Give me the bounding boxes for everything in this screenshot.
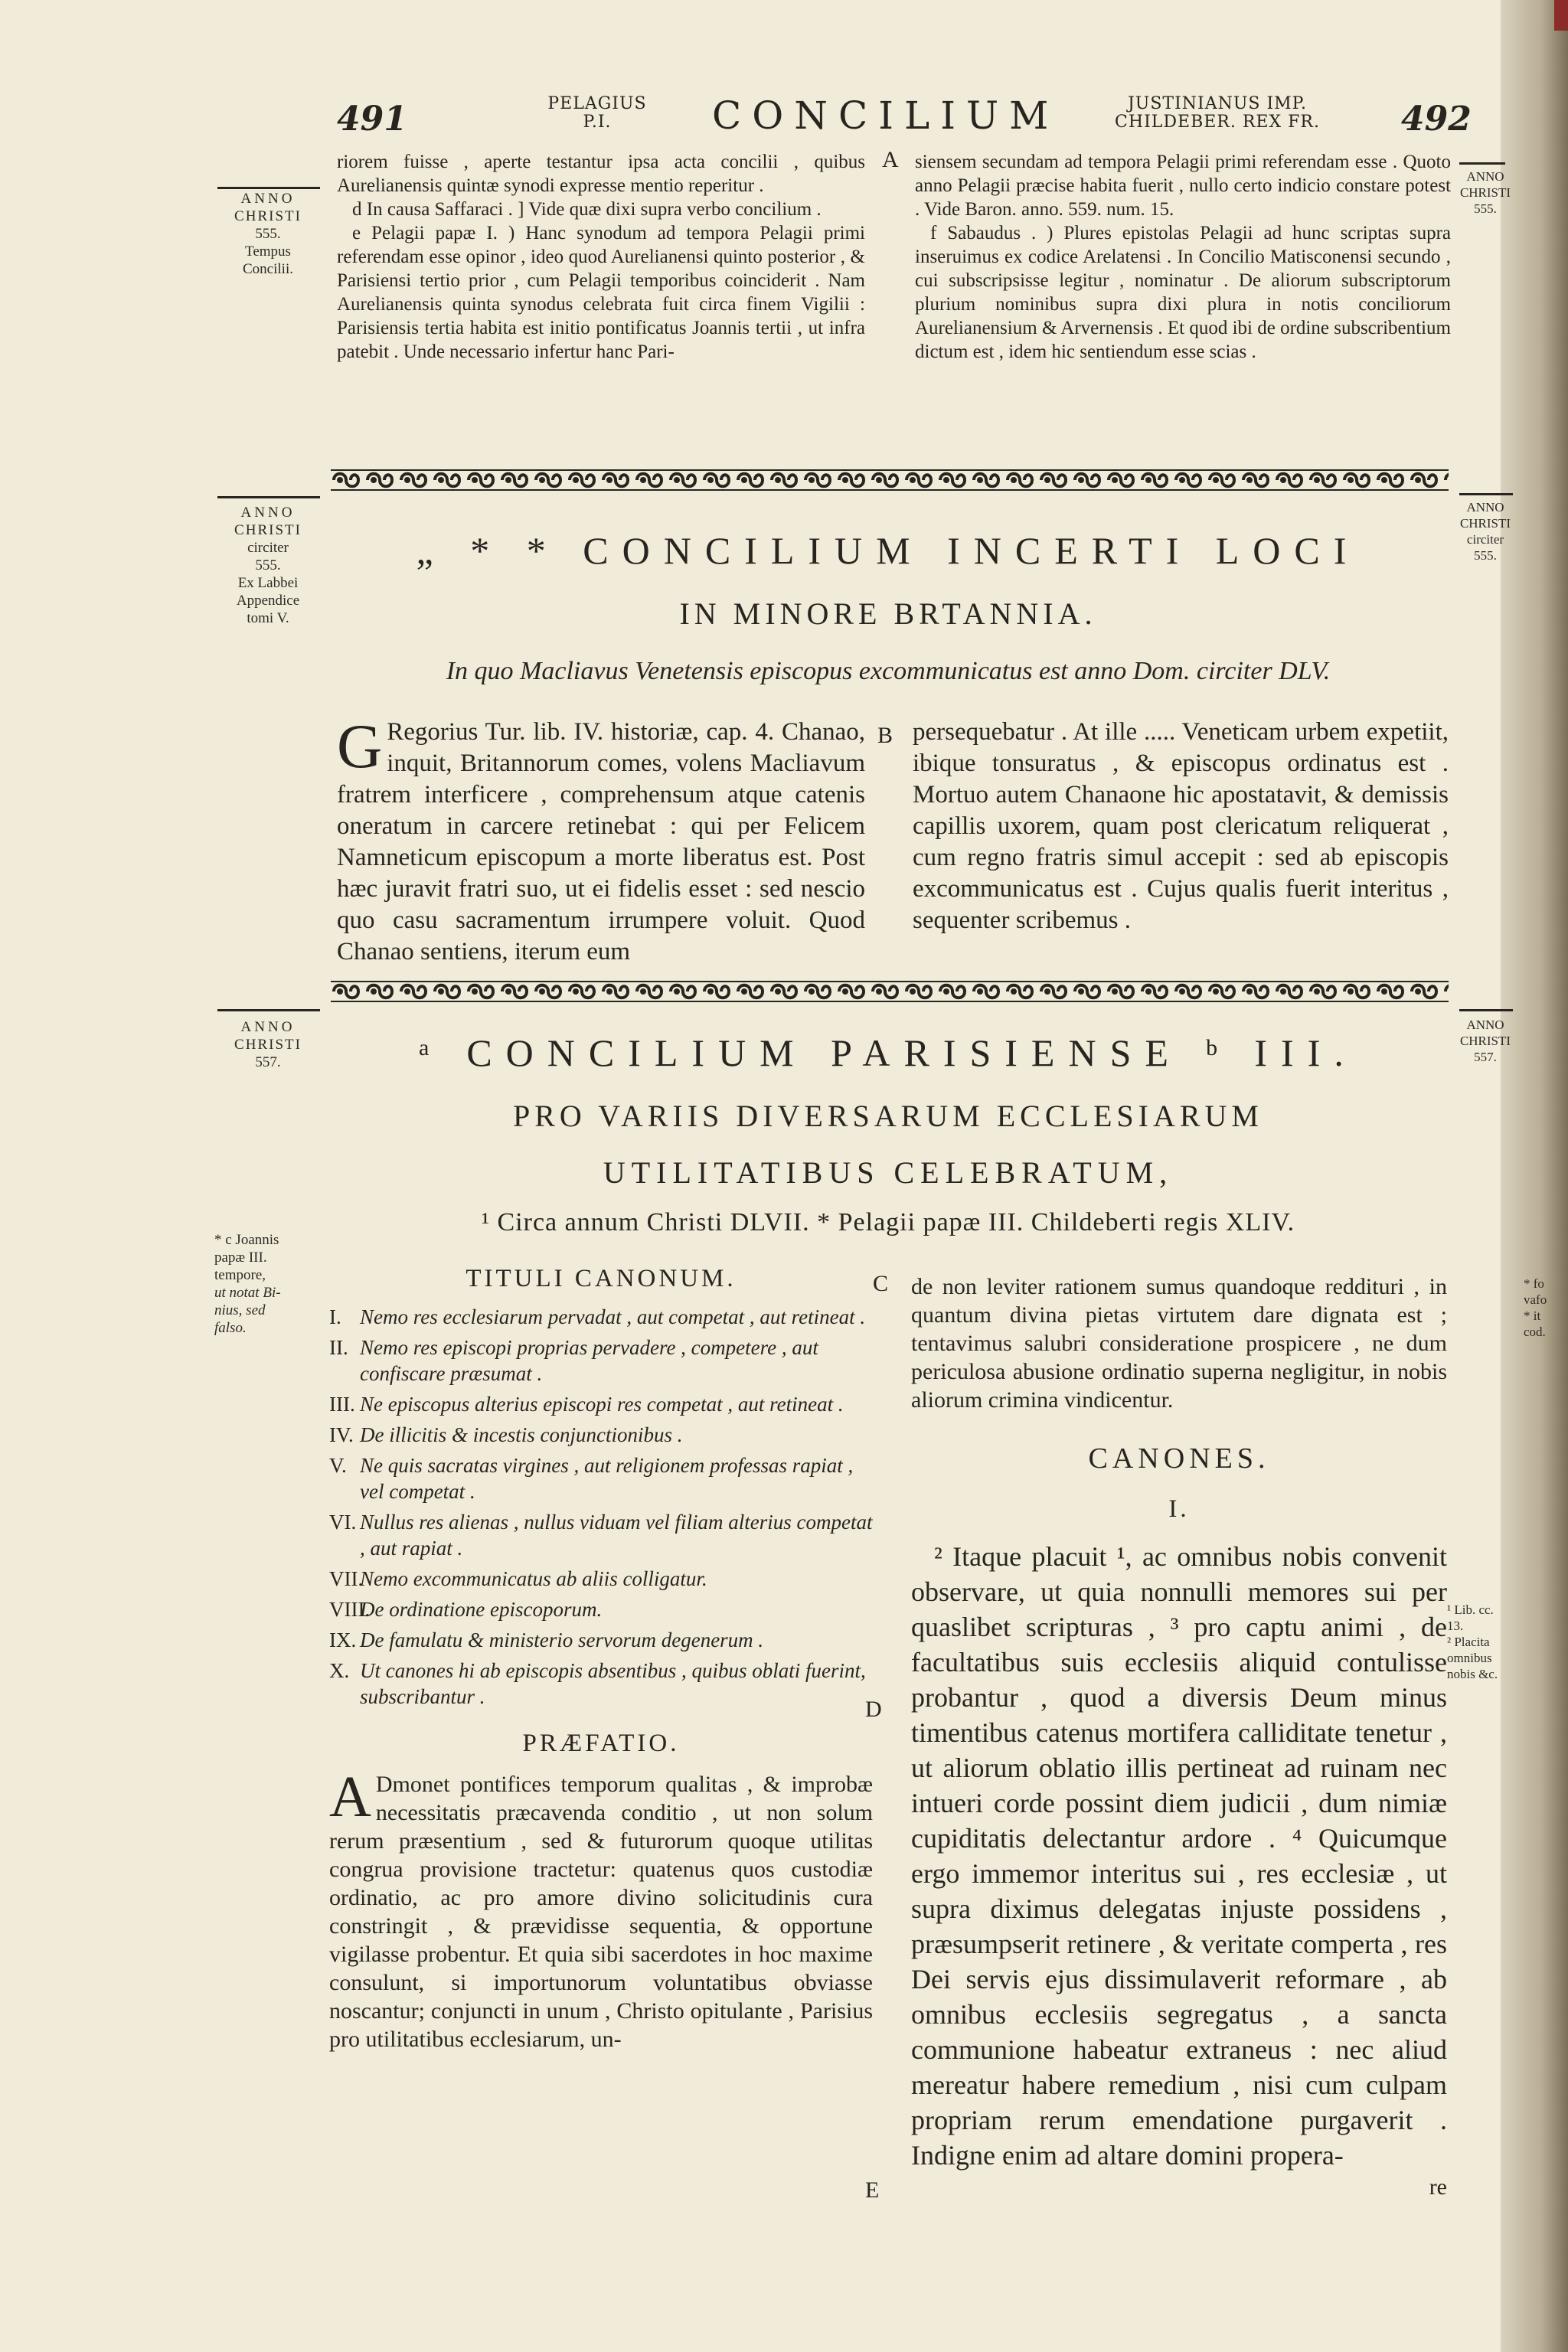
margin-rule-right [1459,493,1513,495]
dropcap-a: A [329,1765,371,1829]
note-paragraph: riorem fuisse , aperte testantur ipsa acta concilii , quibus Aurelianensis quintæ synodi expresse mentio reperitur . [337,152,865,196]
section-subtitle-1: PRO VARIIS DIVERSARUM ECCLESIARUM [513,1099,1263,1133]
toc-item [329,1334,873,1387]
margin-note-anno-555: ANNO CHRISTI 555. Tempus Concilii. [234,191,302,277]
margin-note-right-557: ANNO CHRISTI 557. [1459,1018,1511,1064]
toc-list [329,1304,873,1710]
running-head-right: JUSTINIANUS IMP. CHILDEBER. REX FR. [1115,94,1320,132]
section-title-parisiense: ᵃ CONCILIUM PARISIENSE ᵇ III. [419,1031,1357,1074]
toc-item [329,1509,873,1561]
margin-rule-right [1459,162,1505,165]
toc-item-text: Nemo res episcopi proprias pervadere , competere , aut confiscare præsumat . [360,1336,818,1385]
toc-heading: TITULI CANONUM. [466,1265,737,1292]
page-number-left: 491 [337,100,407,139]
page-edge-shadow [1501,0,1568,2352]
margin-rule [217,1009,320,1011]
section-summary: In quo Macliavus Venetensis episcopus excommunicatus est anno Dom. circiter DLV. [446,657,1331,685]
running-head-left: PELAGIUS P.I. [547,94,647,132]
canon-number: I. [1168,1495,1190,1523]
section-subtitle-britannia: IN MINORE BRTANNIA. [679,596,1097,631]
ornamental-band [331,978,1449,1004]
column-letter-d: D [865,1697,882,1722]
margin-note-anno-557: ANNO CHRISTI 557. [234,1019,302,1070]
margin-note-right-circiter: ANNO CHRISTI circiter 555. [1459,500,1511,563]
margin-note-right-variant: * fo vafo * it cod. [1524,1276,1547,1339]
toc-item-text: De famulatu & ministerio servorum degenerum . [360,1628,764,1651]
toc-item [329,1452,873,1504]
margin-rule [217,187,320,189]
section1-right-text: persequebatur . At ille ..... Veneticam urbem expetiit, ibique tonsuratus , & episcopus ordinatus est . Mortuo autem Chanaone hic apostatavit, & demissis capillis uxorem, quam post clericatum reliquerat , cum regno fratris simul accepit : sed ab episcopis excommunicatus est . Cujus qualis fuerit interitus , sequenter scribemus . [913,718,1449,934]
canones-heading: CANONES. [1088,1442,1270,1475]
ornament-pattern [331,978,1449,1004]
toc-item-text: Ne quis sacratas virgines , aut religionem professas rapiat , vel competat . [360,1454,854,1503]
note-paragraph: siensem secundam ad tempora Pelagii primi referendam esse . Quoto anno Pelagii præcise habita fuerit , nullo certo indicio constare potest . Vide Baron. anno. 559. num. 15. [915,152,1451,220]
dropcap-g: G [337,711,383,781]
note-paragraph: f Sabaudus . ) Plures epistolas Pelagii ad hunc scriptas supra inseruimus ex codice Arelatensi . In Concilio Matisconensi secundo , cui subscripsisse legitur , nominatur . De aliorum subscriptorum plurium nominibus supra dixi plura in notis conciliorum Aurelianensium & Arvernensis . Et quod ibi de ordine subscribentium dictum est , idem hic sentiendum esse scias . [915,223,1451,362]
toc-item-text: Nemo excommunicatus ab aliis colligatur. [360,1567,707,1590]
toc-item-text: Ut canones hi ab episcopis absentibus , quibus oblati fuerint, subscribantur . [360,1659,866,1708]
column-letter-e: E [865,2177,880,2203]
section-title-incerti-loci: „ * * CONCILIUM INCERTI LOCI [416,529,1361,572]
margin-note-right-555: ANNO CHRISTI 555. [1459,169,1511,216]
toc-item-text: Ne episcopus alterius episcopi res competat , aut retineat . [360,1393,844,1416]
page-number-right: 492 [1401,100,1472,139]
praefatio-text: A Dmonet pontifices temporum qualitas , & improbæ necessitatis præcavenda conditio , ut non solum rerum præsentium , sed & futurorum quoque utilitas congrua provisione tractetur: quatenus quos custodiæ ordinatio, ac pro amore divino solicitudinis cura constringit , & prævidisse sequentia, & opportune vigilasse probentur. Et quia sibi sacerdotes in hoc maxime consulunt, si importunorum voluntatibus obviasse noscantur; conjuncti in unum , Christo opitulante , Parisius pro utilitatibus ecclesiarum, un- [329,1765,873,2052]
note-paragraph: d In causa Saffaraci . ] Vide quæ dixi supra verbo concilium . [352,199,822,220]
margin-rule-right [1459,1009,1513,1011]
toc-item [329,1627,873,1653]
margin-rule [217,496,320,498]
toc-item-text: Nullus res alienas , nullus viduam vel filiam alterius competat , aut rapiat . [360,1511,873,1560]
toc-item-number: III. [329,1393,355,1416]
running-head-title: CONCILIUM [712,93,1060,138]
section-subtitle-2: UTILITATIBUS CELEBRATUM, [603,1155,1174,1190]
toc-item [329,1422,873,1448]
toc-item-number: IV. [329,1423,354,1446]
toc-item-number: VIII. [329,1598,371,1621]
note-paragraph: e Pelagii papæ I. ) Hanc synodum ad tempora Pelagii primi referendam esse opinor , ideo quod Aurelianensi quinto posterior , & Parisiensi tertio prior , cum Pelagii temporibus coinciderit . Nam Aurelianensis quinta synodus celebrata fuit circa finem Vigilii : Parisiensis tertia habita est initio pontificatus Joannis tertii , ut infra patebit . Unde necessario infertur hanc Pari- [337,223,865,362]
canon-text: ² Itaque placuit ¹, ac omnibus nobis convenit observare, ut quia nonnulli memores sui per quaslibet scripturas , ³ pro captu animi , de facultatibus suis ecclesiis aliquid contulisse probantur , quod a diversis Deum minus timentibus catenus mortifera calliditate tenetur , ut aliorum oblatio illis pertineat ad ruinam nec intueri corde possint diem judicii , dum nimiæ cupiditatis delectantur ardore . ⁴ Quicumque ergo immemor interitus sui , res ecclesiæ , ut supra diximus delegatas injuste possidens , præsumpserit retinere , & veritate comperta , res Dei servis ejus dissimulaverit reformare , ab omnibus ecclesiis segregatus , a sancta communione habeatur extraneus : nec aliud mereatur habere remedium , nisi cum culpam propriam rerum emendatione purgaverit . Indigne enim ad altare domini propera- [911,1541,1447,2171]
toc-column [329,1265,873,2053]
toc-item-number: IX. [329,1628,357,1651]
toc-item-text: De ordinatione episcoporum. [360,1598,603,1621]
notes-left-column [337,150,865,364]
toc-item [329,1596,873,1622]
toc-item [329,1566,873,1592]
toc-item [329,1658,873,1710]
column-letter-b: B [877,723,893,748]
toc-item-number: X. [329,1659,350,1682]
section1-left-text: G Regorius Tur. lib. IV. historiæ, cap. 4. Chanao, inquit, Britannorum comes, volens Macliavum fratrem interficere , comprehensum atque catenis oneratum in carcere retinebat : qui per Felicem Namneticum episcopum a morte liberatus est. Post hæc juravit fratri suo, ut ei fidelis esset : sed nescio quo casu sacramentum irrumpere voluit. Quod Chanao sentiens, iterum eum [337,711,865,965]
toc-item-number: I. [329,1305,341,1328]
toc-item-text: De illicitis & incestis conjunctionibus . [360,1423,683,1446]
section-date-line: ¹ Circa annum Christi DLVII. * Pelagii papæ III. Childeberti regis XLIV. [481,1208,1295,1236]
toc-item [329,1304,873,1330]
toc-item-number: V. [329,1454,347,1477]
binding-edge [1554,0,1568,31]
praefatio-heading: PRÆFATIO. [522,1730,680,1757]
toc-item-number: II. [329,1336,348,1359]
toc-item-number: VI. [329,1511,357,1534]
margin-note-joannis: * c Joannis papæ III. tempore, ut notat Bi- nius, sed falso. [214,1232,281,1336]
ornament-pattern [331,467,1449,493]
margin-note-placita: ¹ Lib. cc. 13. ² Placita omnibus nobis &c. [1447,1602,1498,1681]
toc-item [329,1391,873,1417]
catchword: re [1429,2174,1447,2200]
column-letter-a: A [882,147,899,172]
toc-item-text: Nemo res ecclesiarum pervadat , aut competat , aut retineat . [360,1305,866,1328]
notes-right-column [915,150,1451,364]
column-letter-c: C [873,1271,889,1296]
right-continuation: de non leviter rationem sumus quandoque reddituri , in quantum divina pietas virtutem dare dignata est ; tentavimus salubri consideratione prospicere , ne dum periculosa abusione ordinatio superna negligitur, in nobis aliorum crimina vindicentur. [911,1274,1447,1413]
ornamental-band [331,467,1449,493]
toc-item-number: VII. [329,1567,364,1590]
canones-column [911,1272,1447,2200]
margin-note-anno-circiter-555: ANNO CHRISTI circiter 555. Ex Labbei Appendice tomi V. [234,505,302,626]
